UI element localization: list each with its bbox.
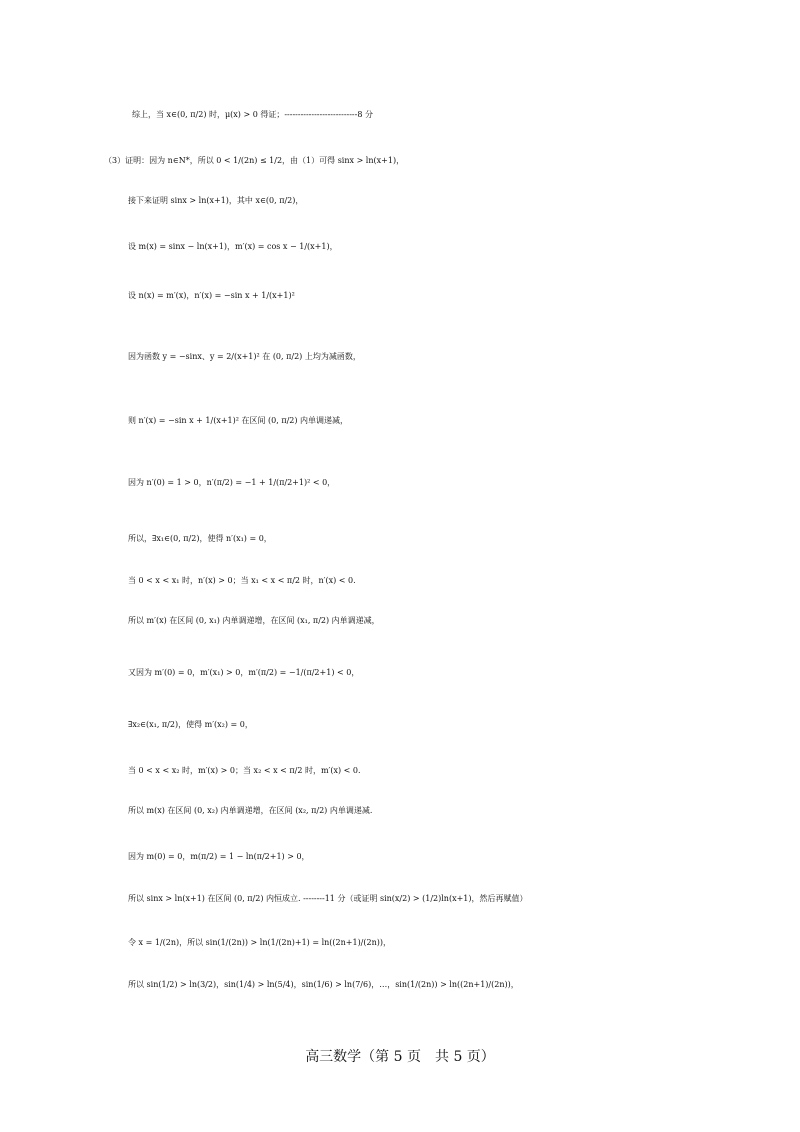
proof-line: 接下来证明 sinx > ln(x+1)，其中 x∈(0, π/2)， [128, 196, 304, 205]
page-footer: 高三数学（第 5 页 共 5 页） [305, 1049, 495, 1065]
proof-line: 设 n(x) = m′(x)，n′(x) = −sin x + 1/(x+1)² [128, 291, 295, 300]
proof-line: 所以 m(x) 在区间 (0, x₂) 内单调递增，在区间 (x₂, π/2) 内单调递减. [128, 806, 373, 815]
proof-line: 因为 m(0) = 0，m(π/2) = 1 − ln(π/2+1) > 0， [128, 852, 310, 861]
proof-line: 因为函数 y = −sinx、y = 2/(x+1)² 在 (0, π/2) 上均为减函数， [128, 352, 361, 361]
proof-line: 所以，∃x₁∈(0, π/2)，使得 n′(x₁) = 0， [128, 534, 272, 543]
proof-line: （3）证明：因为 n∈N*，所以 0 < 1/(2n) ≤ 1/2，由（1）可得 sinx > ln(x+1)， [104, 156, 405, 165]
proof-line: 因为 n′(0) = 1 > 0，n′(π/2) = −1 + 1/(π/2+1)² < 0， [128, 478, 336, 487]
proof-line: 当 0 < x < x₁ 时，n′(x) > 0；当 x₁ < x < π/2 时，n′(x) < 0. [128, 576, 356, 585]
proof-line: 令 x = 1/(2n)，所以 sin(1/(2n)) > ln(1/(2n)+1) = ln((2n+1)/(2n))， [128, 938, 391, 947]
proof-line: 设 m(x) = sinx − ln(x+1)，m′(x) = cos x − 1/(x+1)， [128, 242, 338, 251]
proof-line: 又因为 m′(0) = 0，m′(x₁) > 0，m′(π/2) = −1/(π/2+1) < 0， [128, 668, 360, 677]
proof-line: 当 0 < x < x₂ 时，m′(x) > 0；当 x₂ < x < π/2 时，m′(x) < 0. [128, 766, 361, 775]
proof-line: 则 n′(x) = −sin x + 1/(x+1)² 在区间 (0, π/2) 内单调递减， [128, 416, 349, 425]
proof-line: 综上，当 x∈(0, π/2) 时，μ(x) > 0 得证；---------------------------8 分 [132, 110, 373, 119]
proof-line: ∃x₂∈(x₁, π/2)，使得 m′(x₂) = 0， [128, 720, 253, 729]
proof-line: 所以 sin(1/2) > ln(3/2)，sin(1/4) > ln(5/4)，sin(1/6) > ln(7/6)，…，sin(1/(2n)) > ln((2n+1)/(2n))， [128, 980, 519, 989]
proof-line: 所以 sinx > ln(x+1) 在区间 (0, π/2) 内恒成立. --------11 分（或证明 sin(x/2) > (1/2)ln(x+1)，然后再赋值） [128, 894, 528, 903]
proof-line: 所以 m′(x) 在区间 (0, x₁) 内单调递增，在区间 (x₁, π/2) 内单调递减， [128, 616, 380, 625]
